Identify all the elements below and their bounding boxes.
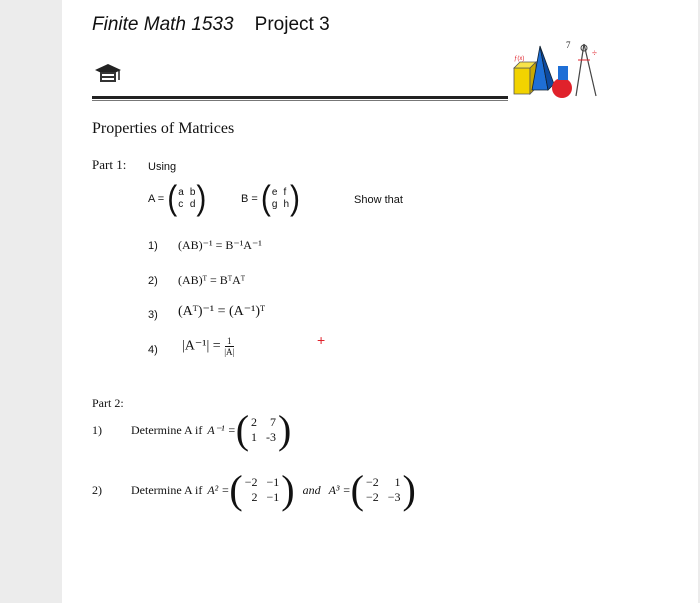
property-4 — [182, 336, 234, 357]
matrix-cell: −1 — [266, 475, 280, 489]
question-number: 1) — [92, 423, 102, 437]
property-number: 1) — [148, 240, 158, 252]
matrix-cell: 1 — [394, 475, 401, 489]
geometry-shapes-icon — [506, 38, 608, 100]
matrix-a — [148, 179, 207, 218]
section-title: Properties of Matrices — [92, 120, 235, 137]
svg-text:ƒ(x): ƒ(x) — [514, 56, 525, 62]
fraction — [224, 336, 234, 357]
matrix-cell: 2 — [251, 490, 258, 504]
matrix-b — [241, 179, 301, 218]
matrix-a-inverse: ( 2 7 1 -3 ) — [235, 407, 292, 452]
question-lhs: A² = — [207, 482, 230, 497]
svg-text:÷: ÷ — [592, 48, 597, 58]
question-lhs-2: A³ = — [328, 482, 351, 497]
matrix-cell: e — [271, 187, 278, 198]
matrix-cell: b — [189, 187, 196, 198]
matrix-b-name: B = — [241, 192, 258, 205]
matrix-cell: h — [283, 199, 290, 210]
matrix-cell: −2 — [244, 475, 258, 489]
and-label: and — [302, 482, 321, 497]
property-text: (Aᵀ)⁻¹ = (A⁻¹)ᵀ — [178, 304, 266, 319]
svg-text:7: 7 — [566, 40, 571, 50]
matrix-cell: −2 — [365, 490, 379, 504]
property-text: |A⁻¹| = — [182, 338, 221, 354]
matrix-cell: 2 — [251, 415, 258, 429]
show-that-label: Show that — [354, 194, 403, 206]
matrix-a-grid: ( a b c d ) — [167, 179, 207, 218]
matrix-cell: 7 — [270, 415, 277, 429]
matrix-cell: −1 — [266, 490, 280, 504]
part2-label: Part 2: — [92, 396, 124, 410]
matrix-a-squared: ( −2 −1 2 −1 ) — [229, 467, 295, 512]
project-title: Project 3 — [254, 14, 330, 35]
using-label: Using — [148, 161, 177, 173]
course-title: Finite Math 1533 — [92, 14, 234, 35]
property-number: 4) — [148, 344, 158, 356]
matrix-a-cubed: ( −2 1 −2 −3 ) — [350, 467, 416, 512]
question-1 — [131, 407, 292, 452]
question-lhs: A⁻¹ = — [207, 422, 236, 437]
matrix-cell: f — [283, 187, 287, 198]
header-rule-thin — [92, 100, 508, 101]
fraction-denominator: |A| — [224, 347, 235, 357]
matrix-cell: c — [178, 199, 184, 210]
matrix-cell: −2 — [365, 475, 379, 489]
grad-cap-icon — [93, 60, 123, 86]
property-text: (AB)ᵀ = BᵀAᵀ — [178, 273, 246, 287]
matrix-cell: a — [178, 187, 184, 198]
matrix-b-grid: ( e f g h ) — [260, 179, 301, 218]
part1-label: Part 1: — [92, 157, 127, 172]
matrix-a-name: A = — [148, 192, 165, 205]
property-number: 2) — [148, 275, 158, 287]
question-2 — [131, 467, 416, 512]
cursor-plus-icon: + — [317, 332, 326, 348]
matrix-cell: d — [189, 199, 196, 210]
question-number: 2) — [92, 483, 102, 497]
header-rule — [92, 96, 508, 99]
matrix-cell: -3 — [266, 430, 277, 444]
matrix-cell: g — [271, 199, 278, 210]
matrix-cell: −3 — [387, 490, 401, 504]
fraction-numerator: 1 — [227, 336, 232, 346]
matrix-cell: 1 — [251, 430, 258, 444]
property-text: (AB)⁻¹ = B⁻¹A⁻¹ — [178, 238, 262, 252]
property-number: 3) — [148, 309, 158, 321]
question-text: Determine A if — [131, 482, 203, 497]
page-title — [92, 14, 330, 36]
question-text: Determine A if — [131, 422, 203, 437]
